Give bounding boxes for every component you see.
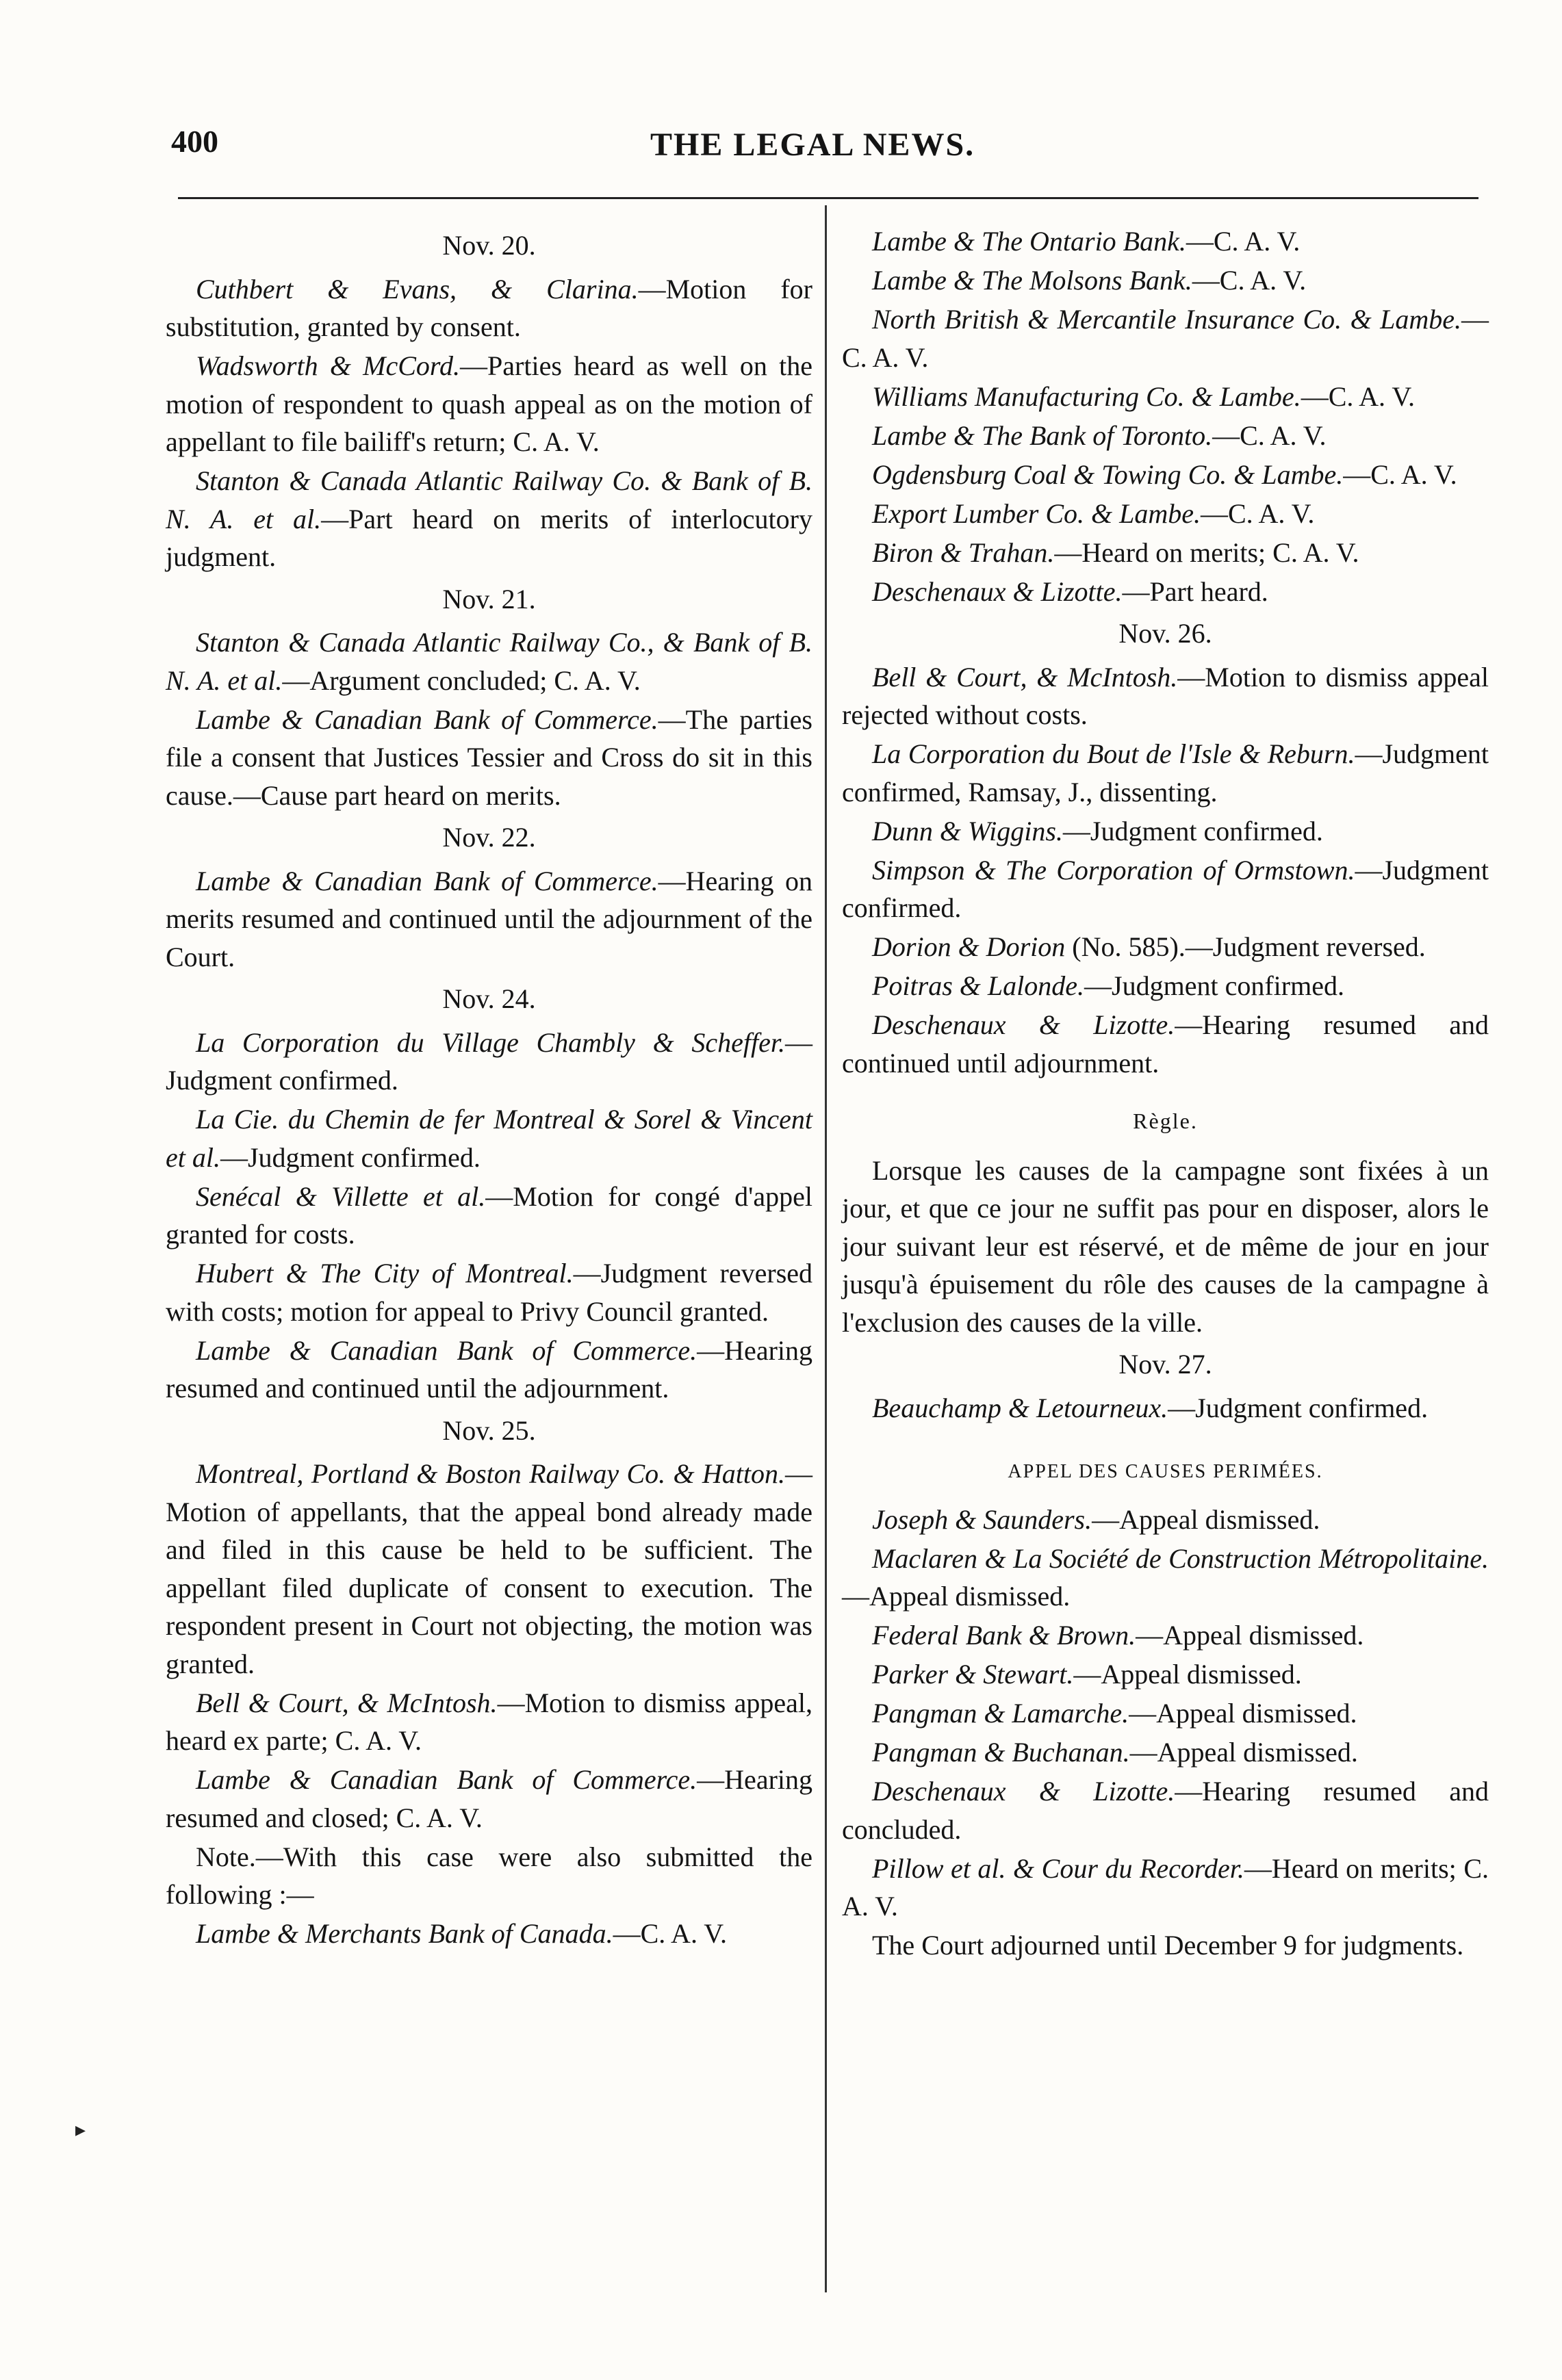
- case-name: Dorion & Dorion: [872, 931, 1066, 962]
- case-entry: [842, 573, 1489, 611]
- case-disposition: The Court adjourned until December 9 for judgments.: [872, 1930, 1464, 1961]
- case-entry: [842, 417, 1489, 455]
- case-disposition: —Argument concluded; C. A. V.: [282, 664, 641, 696]
- case-entry: [842, 1850, 1489, 1926]
- case-disposition: —Hearing resumed and continued until the adjournment.: [166, 1334, 812, 1404]
- case-entry: [166, 1915, 812, 1953]
- margin-mark-icon: ▸: [75, 2119, 86, 2141]
- case-disposition: —Parties heard as well on the motion of respondent to quash appeal as on the motion of appellant to file bailiff's return; C. A. V.: [166, 350, 812, 457]
- case-disposition: —C. A. V.: [1301, 380, 1416, 412]
- date-heading: Nov. 22.: [442, 822, 536, 853]
- case-entry: [166, 1332, 812, 1408]
- case-name: Ogdensburg Coal & Towing Co. & Lambe.: [872, 458, 1344, 490]
- case-disposition: (No. 585).—Judgment reversed.: [1065, 931, 1426, 962]
- date-heading: Nov. 24.: [442, 983, 536, 1014]
- case-entry: [166, 1455, 812, 1683]
- case-disposition: —Appeal dismissed.: [1136, 1620, 1364, 1651]
- case-entry: [842, 812, 1489, 851]
- case-disposition: —Judgment confirmed.: [220, 1141, 481, 1173]
- case-disposition: —Appeal dismissed.: [1073, 1659, 1302, 1690]
- case-name: Hubert & The City of Montreal.: [196, 1258, 574, 1289]
- case-entry: [166, 1100, 812, 1176]
- case-name: Lambe & The Ontario Bank.: [872, 226, 1186, 257]
- case-entry: [842, 1540, 1489, 1616]
- date-heading: Nov. 20.: [442, 230, 536, 261]
- case-disposition: —The parties file a consent that Justices Tessier and Cross do sit in this cause.—Cause part heard on merits.: [166, 703, 812, 811]
- case-name: Montreal, Portland & Boston Railway Co. & Hatton.: [196, 1458, 785, 1489]
- case-disposition: —Motion for substitution, granted by consent.: [166, 273, 813, 342]
- case-name: Dunn & Wiggins.: [872, 815, 1063, 846]
- running-title: THE LEGAL NEWS.: [650, 127, 975, 163]
- case-disposition: —Motion to dismiss appeal, heard ex parte; C. A. V.: [166, 1687, 812, 1756]
- case-disposition: —Heard on merits; C. A. V.: [842, 1852, 1489, 1922]
- date-heading: Nov. 26.: [1118, 618, 1212, 649]
- section-heading-appel: APPEL DES CAUSES PERIMÉES.: [1008, 1461, 1323, 1482]
- case-entry: [166, 462, 812, 576]
- case-name: Williams Manufacturing Co. & Lambe.: [872, 380, 1301, 412]
- case-name: Bell & Court, & McIntosh.: [872, 661, 1178, 693]
- case-entry: [842, 928, 1489, 966]
- case-disposition: —Judgment confirmed.: [1062, 815, 1323, 846]
- case-entry: [842, 1152, 1489, 1342]
- case-entry: [166, 347, 812, 461]
- section-heading-regle: Règle.: [1133, 1109, 1198, 1133]
- date-heading: Nov. 27.: [1118, 1349, 1212, 1380]
- case-entry: [842, 735, 1489, 811]
- case-disposition: —Judgment confirmed.: [1168, 1392, 1429, 1423]
- case-entry: [842, 658, 1489, 734]
- case-disposition: —C. A. V.: [842, 304, 1489, 373]
- case-disposition: —Judgment confirmed.: [166, 1026, 812, 1096]
- case-name: Parker & Stewart.: [872, 1659, 1074, 1690]
- case-entry: [842, 1616, 1489, 1655]
- case-entry: [166, 862, 812, 976]
- case-name: La Corporation du Bout de l'Isle & Reburn.: [872, 738, 1355, 769]
- case-entry: [842, 300, 1489, 376]
- case-name: La Corporation du Village Chambly & Scheffer.: [196, 1026, 785, 1058]
- case-disposition: —Judgment confirmed.: [842, 854, 1489, 923]
- case-name: Lambe & The Bank of Toronto.: [872, 419, 1213, 451]
- left-column: [166, 222, 812, 1954]
- case-disposition: —Judgment reversed with costs; motion for appeal to Privy Council granted.: [166, 1258, 813, 1327]
- case-name: Deschenaux & Lizotte.: [872, 1009, 1175, 1040]
- case-entry: [842, 1006, 1489, 1082]
- case-disposition: —Hearing resumed and continued until adjournment.: [842, 1009, 1489, 1078]
- case-entry: [842, 967, 1489, 1005]
- case-name: Beauchamp & Letourneux.: [872, 1392, 1168, 1423]
- case-disposition: —Appeal dismissed.: [842, 1581, 1071, 1612]
- case-name: Federal Bank & Brown.: [872, 1620, 1136, 1651]
- case-name: Lambe & Canadian Bank of Commerce.: [196, 1334, 697, 1366]
- case-disposition: —C. A. V.: [1212, 419, 1327, 451]
- case-entry: [166, 1761, 812, 1837]
- case-entry: [842, 261, 1489, 300]
- case-entry: [842, 1655, 1489, 1694]
- case-entry: [842, 378, 1489, 416]
- case-disposition: —Appeal dismissed.: [1092, 1503, 1320, 1535]
- case-entry: [842, 456, 1489, 494]
- case-entry: [166, 1684, 812, 1760]
- case-disposition: —C. A. V.: [1186, 226, 1301, 257]
- case-name: La Cie. du Chemin de fer Montreal & Sorel & Vincent et al.: [166, 1104, 812, 1173]
- case-entry: [842, 1733, 1489, 1772]
- case-entry: [166, 701, 812, 815]
- case-entry: [842, 495, 1489, 533]
- case-name: Cuthbert & Evans, & Clarina.: [196, 273, 639, 305]
- case-name: Pillow et al. & Cour du Recorder.: [872, 1852, 1244, 1884]
- case-entry: [166, 1024, 812, 1100]
- case-disposition: —Appeal dismissed.: [1129, 1737, 1358, 1768]
- case-entry: [842, 1389, 1489, 1427]
- case-disposition: —Hearing resumed and concluded.: [842, 1776, 1489, 1845]
- case-disposition: —Motion of appellants, that the appeal bond already made and filed in this cause be held to be sufficient. The appellant filed duplicate of consent to execution. The respondent present in Court not objecting, the motion was granted.: [166, 1458, 812, 1679]
- date-heading: Nov. 25.: [442, 1414, 536, 1446]
- case-disposition: Note.—With this case were also submitted the following :—: [166, 1841, 812, 1910]
- case-disposition: —Part heard on merits of interlocutory judgment.: [166, 503, 812, 572]
- case-name: Senécal & Villette et al.: [196, 1180, 486, 1212]
- case-name: Simpson & The Corporation of Ormstown.: [872, 854, 1355, 885]
- case-name: Lambe & Canadian Bank of Commerce.: [196, 865, 658, 896]
- case-entry: [842, 851, 1489, 927]
- case-disposition: —Judgment confirmed.: [1084, 970, 1344, 1001]
- case-disposition: —Appeal dismissed.: [1129, 1698, 1357, 1729]
- case-disposition: —Motion to dismiss appeal rejected without costs.: [842, 661, 1489, 730]
- case-name: Pangman & Lamarche.: [872, 1698, 1129, 1729]
- column-divider: [825, 205, 827, 2292]
- case-disposition: —C. A. V.: [1343, 458, 1457, 490]
- case-entry: [842, 222, 1489, 261]
- case-entry: [166, 270, 812, 346]
- case-name: Stanton & Canada Atlantic Railway Co., & Bank of B. N. A. et al.: [166, 627, 812, 696]
- case-entry: [166, 623, 812, 699]
- case-name: Maclaren & La Société de Construction Métropolitaine.: [872, 1542, 1489, 1574]
- case-name: Wadsworth & McCord.: [196, 350, 461, 381]
- case-name: North British & Mercantile Insurance Co. & Lambe.: [872, 304, 1461, 335]
- case-name: Lambe & Canadian Bank of Commerce.: [196, 703, 658, 735]
- page-number: 400: [171, 124, 218, 159]
- case-entry: [842, 1926, 1489, 1965]
- case-disposition: —Part heard.: [1122, 575, 1268, 607]
- case-disposition: —C. A. V.: [1192, 265, 1307, 296]
- case-name: Bell & Court, & McIntosh.: [196, 1687, 498, 1718]
- case-disposition: —Heard on merits; C. A. V.: [1054, 536, 1359, 568]
- date-heading: Nov. 21.: [442, 583, 536, 615]
- case-name: Lambe & Canadian Bank of Commerce.: [196, 1764, 697, 1795]
- case-entry: [166, 1254, 812, 1330]
- case-disposition: —C. A. V.: [1201, 497, 1315, 529]
- case-name: Lambe & The Molsons Bank.: [872, 265, 1192, 296]
- case-name: Joseph & Saunders.: [872, 1503, 1092, 1535]
- case-disposition: —C. A. V.: [613, 1918, 727, 1949]
- case-disposition: Lorsque les causes de la campagne sont fixées à un jour, et que ce jour ne suffit pas pour en disposer, alors le jour suivant leur est réservé, et de même de jour en jour jusqu'à épuisement du rôle des causes de la campagne à l'exclusion des causes de la ville.: [842, 1154, 1489, 1338]
- case-disposition: —Motion for congé d'appel granted for costs.: [166, 1180, 812, 1250]
- case-name: Pangman & Buchanan.: [872, 1737, 1130, 1768]
- case-disposition: —Judgment confirmed, Ramsay, J., dissenting.: [842, 738, 1489, 807]
- case-name: Lambe & Merchants Bank of Canada.: [196, 1918, 613, 1949]
- case-entry: [842, 1694, 1489, 1733]
- case-entry: [166, 1178, 812, 1254]
- case-disposition: —Hearing on merits resumed and continued until the adjournment of the Court.: [166, 865, 812, 972]
- header-rule: [178, 197, 1478, 199]
- case-disposition: —Hearing resumed and closed; C. A. V.: [166, 1764, 812, 1833]
- case-name: Deschenaux & Lizotte.: [872, 575, 1123, 607]
- case-entry: [842, 1501, 1489, 1539]
- case-name: Poitras & Lalonde.: [872, 970, 1085, 1001]
- case-entry: [842, 1772, 1489, 1848]
- case-name: Biron & Trahan.: [872, 536, 1055, 568]
- case-name: Stanton & Canada Atlantic Railway Co. & Bank of B. N. A. et al.: [166, 465, 812, 534]
- case-entry: [166, 1838, 812, 1914]
- case-name: Deschenaux & Lizotte.: [872, 1776, 1175, 1807]
- case-entry: [842, 534, 1489, 572]
- right-column: [842, 222, 1489, 1965]
- case-name: Export Lumber Co. & Lambe.: [872, 497, 1201, 529]
- page-header: [171, 123, 1485, 178]
